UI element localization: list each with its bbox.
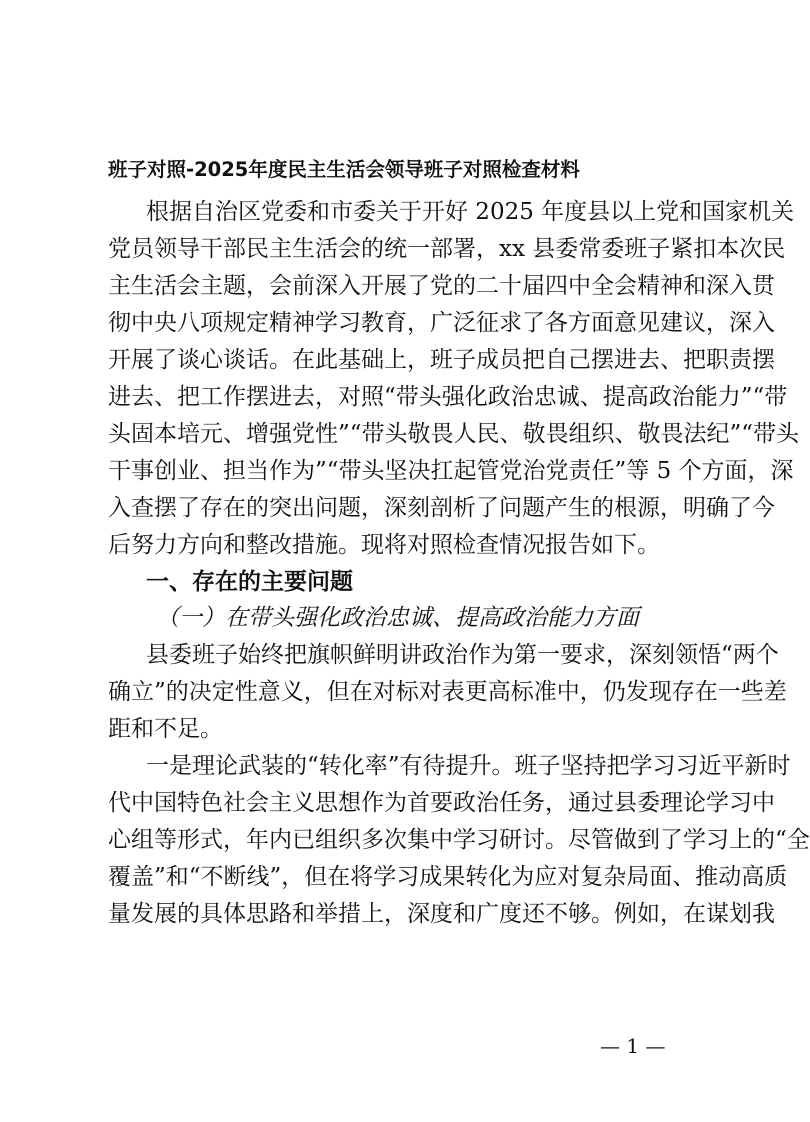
paragraph-line: 量发展的具体思路和举措上，深度和广度还不够。例如，在谋划我 xyxy=(108,901,775,927)
paragraph-line: 彻中央八项规定精神学习教育，广泛征求了各方面意见建议，深入 xyxy=(108,310,775,336)
document-title: 班子对照-2025年度民主生活会领导班子对照检查材料 xyxy=(108,158,580,181)
paragraph-line: 后努力方向和整改措施。现将对照检查情况报告如下。 xyxy=(108,532,660,558)
paragraph-line: 进去、把工作摆进去，对照“带头强化政治忠诚、提高政治能力”“带 xyxy=(108,384,788,410)
paragraph-line: 一是理论武装的“转化率”有待提升。班子坚持把学习习近平新时 xyxy=(146,753,791,779)
section-heading: 一、存在的主要问题 xyxy=(146,569,353,595)
paragraph-line: 确立”的决定性意义，但在对标对表更高标准中，仍发现存在一些差 xyxy=(108,679,787,705)
paragraph-line: 县委班子始终把旗帜鲜明讲政治作为第一要求，深刻领悟“两个 xyxy=(146,642,779,668)
paragraph-line: 代中国特色社会主义思想作为首要政治任务，通过县委理论学习中 xyxy=(108,790,775,816)
paragraph-line: 覆盖”和“不断线”，但在将学习成果转化为应对复杂局面、推动高质 xyxy=(108,864,788,890)
paragraph-line: 心组等形式，年内已组织多次集中学习研讨。尽管做到了学习上的“全 xyxy=(108,827,810,853)
paragraph-line: 头固本培元、增强党性”“带头敬畏人民、敬畏组织、敬畏法纪”“带头 xyxy=(108,421,800,447)
paragraph-line: 党员领导干部民主生活会的统一部署，xx 县委常委班子紧扣本次民 xyxy=(108,236,786,262)
subsection-heading: （一）在带头强化政治忠诚、提高政治能力方面 xyxy=(156,605,639,631)
paragraph-line: 根据自治区党委和市委关于开好 2025 年度县以上党和国家机关 xyxy=(146,199,795,225)
page-number: — 1 — xyxy=(600,1034,666,1058)
paragraph-line: 干事创业、担当作为”“带头坚决扛起管党治党责任”等 5 个方面，深 xyxy=(108,458,794,484)
paragraph-line: 距和不足。 xyxy=(108,716,223,742)
paragraph-line: 开展了谈心谈话。在此基础上，班子成员把自己摆进去、把职责摆 xyxy=(108,347,775,373)
paragraph-line: 入查摆了存在的突出问题，深刻剖析了问题产生的根源，明确了今 xyxy=(108,495,775,521)
paragraph-line: 主生活会主题，会前深入开展了党的二十届四中全会精神和深入贯 xyxy=(108,273,775,299)
